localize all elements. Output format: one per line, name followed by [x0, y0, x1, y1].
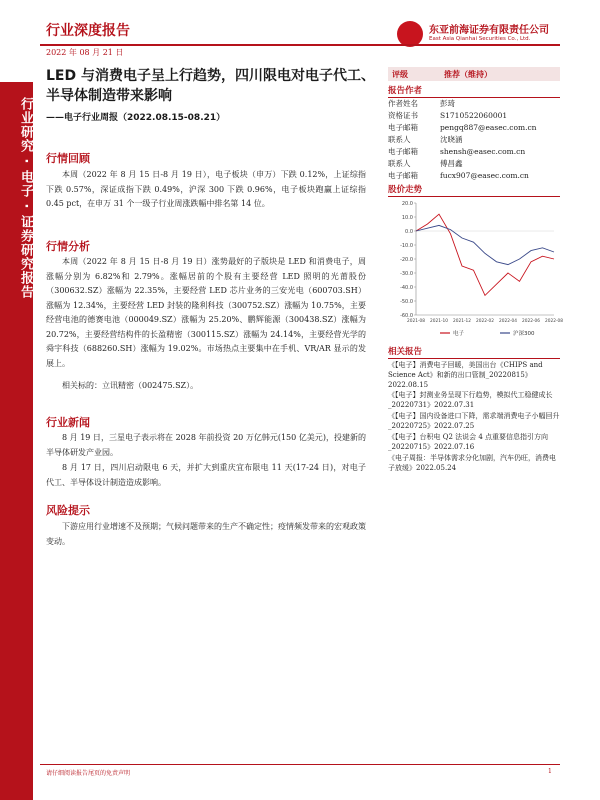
page-number: 1	[548, 768, 552, 775]
sidebar-label: 行业研究 · 电子 · 证券研究报告	[18, 97, 33, 299]
analyst-value: 彭琦	[440, 99, 455, 108]
market-analysis-heading: 行情分析	[46, 240, 90, 253]
analyst-row	[388, 158, 463, 169]
rating-label: 评级	[392, 69, 408, 79]
related-report-item[interactable]: 《【电子】封测业务呈现下行趋势，模拟代工稳健成长_20220731》2022.07.31	[388, 391, 553, 409]
analyst-value: pengq887@easec.com.cn	[440, 123, 537, 132]
analyst-value: 沈晓涵	[440, 135, 463, 144]
chart-series-line	[416, 225, 554, 264]
risk-heading: 风险提示	[46, 504, 90, 517]
analyst-row	[388, 134, 463, 145]
rating-bar	[388, 67, 560, 81]
chart-y-tick-label: 10.0	[401, 215, 413, 221]
vertical-sidebar	[0, 82, 33, 800]
analyst-label: 电子邮箱	[388, 147, 418, 156]
news-item: 8 月 19 日，三星电子表示将在 2028 年前投资 20 万亿韩元(150 亿美元)，投建新的半导体研发产业园。	[46, 433, 366, 457]
chart-x-tick-label: 2021-12	[453, 319, 471, 324]
analyst-value: 傅昌鑫	[440, 159, 463, 168]
chart-x-tick-label: 2021-08	[407, 319, 425, 324]
related-reports-heading: 相关报告	[388, 345, 560, 359]
risk-text: 下游应用行业增速不及预期；气候问题带来的生产不确定性；疫情频发带来的宏观政策变动。	[46, 522, 366, 546]
analyst-value: shensh@easec.com.cn	[440, 147, 526, 156]
industry-news-heading: 行业新闻	[46, 416, 90, 429]
report-subtitle: ——电子行业周报（2022.08.15-08.21）	[46, 113, 226, 123]
report-title: LED 与消费电子呈上行趋势，四川限电对电子代工、半导体制造带来影响	[46, 68, 375, 104]
analyst-label: 联系人	[388, 135, 411, 144]
chart-x-tick-label: 2022-04	[499, 319, 517, 324]
chart-heading: 股价走势	[388, 183, 560, 197]
analyst-row	[388, 170, 529, 181]
analyst-label: 联系人	[388, 159, 411, 168]
footer-divider	[40, 764, 560, 765]
analysts-heading: 报告作者	[388, 84, 560, 98]
related-report-item[interactable]: 《【电子】消费电子回暖，美国出台《CHIPS and Science Act》和新的出口管制_20220815》2022.08.15	[388, 361, 543, 389]
chart-y-tick-label: -30.0	[400, 271, 413, 277]
analyst-row	[388, 110, 507, 121]
chart-x-tick-label: 2022-06	[522, 319, 540, 324]
analyst-row	[388, 146, 525, 157]
chart-y-tick-label: -20.0	[400, 257, 413, 263]
logo-name-cn: 东亚前海证券有限责任公司	[429, 25, 549, 36]
report-type: 行业深度报告	[46, 23, 130, 39]
analyst-row	[388, 98, 455, 109]
chart-x-tick-label: 2022-02	[476, 319, 494, 324]
footer-disclaimer: 请仔细阅读报告尾页的免责声明	[46, 770, 131, 777]
chart-x-tick-label: 2022-08	[545, 319, 563, 324]
rating-value: 推荐（维持）	[444, 69, 492, 79]
chart-y-tick-label: 20.0	[401, 201, 413, 207]
market-analysis-related: 相关标的：立讯精密（002475.SZ）。	[62, 381, 199, 390]
market-review-text: 本周（2022 年 8 月 15 日-8 月 19 日），电子板块（申万）下跌 0.12%，上证综指下跌 0.57%，深证成指下跌 0.49%，沪深 300 下跌 0.96%，电子板块跑赢上证综指 0.45 pct，在申万 31 个一级子行业周涨跌幅中排名第 14 位。	[46, 170, 366, 208]
chart-x-tick-label: 2021-10	[430, 319, 448, 324]
related-report-item[interactable]: 《【电子】国内设备进口下降，需求端消费电子小幅回升_20220725》2022.07.25	[388, 412, 560, 430]
chart-y-tick-label: -50.0	[400, 299, 413, 305]
chart-y-tick-label: 0.0	[405, 229, 413, 235]
market-analysis-text: 本周（2022 年 8 月 15 日-8 月 19 日）涨势最好的子版块是 LED 和消费电子，周涨幅分别为 6.82%和 2.79%。涨幅居前的个股有主要经营 LED 照明的光莆股份（300632.SZ）涨幅为 22.35%，主要经营 LED 芯片业务的三安光电（600703.SH）涨幅为 12.34%，主要经营 LED 封装的隆利科技（300752.SZ）涨幅为 10.75%，主要经营电池的德赛电池（000049.SZ）涨幅为 25.20%、鹏辉能源（300438.SZ）涨幅为 20.72%，主要经营结构件的长盈精密（300115.SZ）涨幅为 24.14%，主要经营光学的舜宇科技（688260.SH）涨幅为 19.02%。市场热点主要集中在手机、VR/AR 显示的发展上。	[46, 257, 366, 368]
chart-y-tick-label: -60.0	[400, 313, 413, 319]
stock-trend-chart	[388, 197, 563, 343]
analyst-value: fucx907@easec.com.cn	[440, 171, 529, 180]
analyst-value: S1710522060001	[440, 111, 508, 120]
chart-legend-label: 电子	[453, 331, 465, 337]
analyst-label: 电子邮箱	[388, 123, 418, 132]
related-report-item[interactable]: 《【电子】台积电 Q2 法说会 4 点重要信息指引方向_20220715》2022.07.16	[388, 433, 549, 451]
analyst-row	[388, 122, 537, 133]
analyst-label: 电子邮箱	[388, 171, 418, 180]
market-review-heading: 行情回顾	[46, 152, 90, 165]
chart-legend-label: 沪深300	[513, 331, 535, 337]
analyst-label: 资格证书	[388, 111, 418, 120]
header-divider	[40, 44, 560, 46]
chart-y-tick-label: -40.0	[400, 285, 413, 291]
logo-name-en: East Asia Qianhai Securities Co., Ltd.	[429, 36, 531, 42]
chart-y-tick-label: -10.0	[400, 243, 413, 249]
report-date: 2022 年 08 月 21 日	[46, 48, 124, 57]
news-item: 8 月 17 日，四川启动限电 6 天，并扩大到重庆宜布限电 11 天(17-24 日)，对电子代工、半导体设计制造造成影响。	[46, 463, 366, 487]
related-report-item[interactable]: 《电子周报：半导体需求分化加剧，汽车仍旺，消费电子放缓》2022.05.24	[388, 454, 556, 472]
analyst-label: 作者姓名	[388, 99, 418, 108]
